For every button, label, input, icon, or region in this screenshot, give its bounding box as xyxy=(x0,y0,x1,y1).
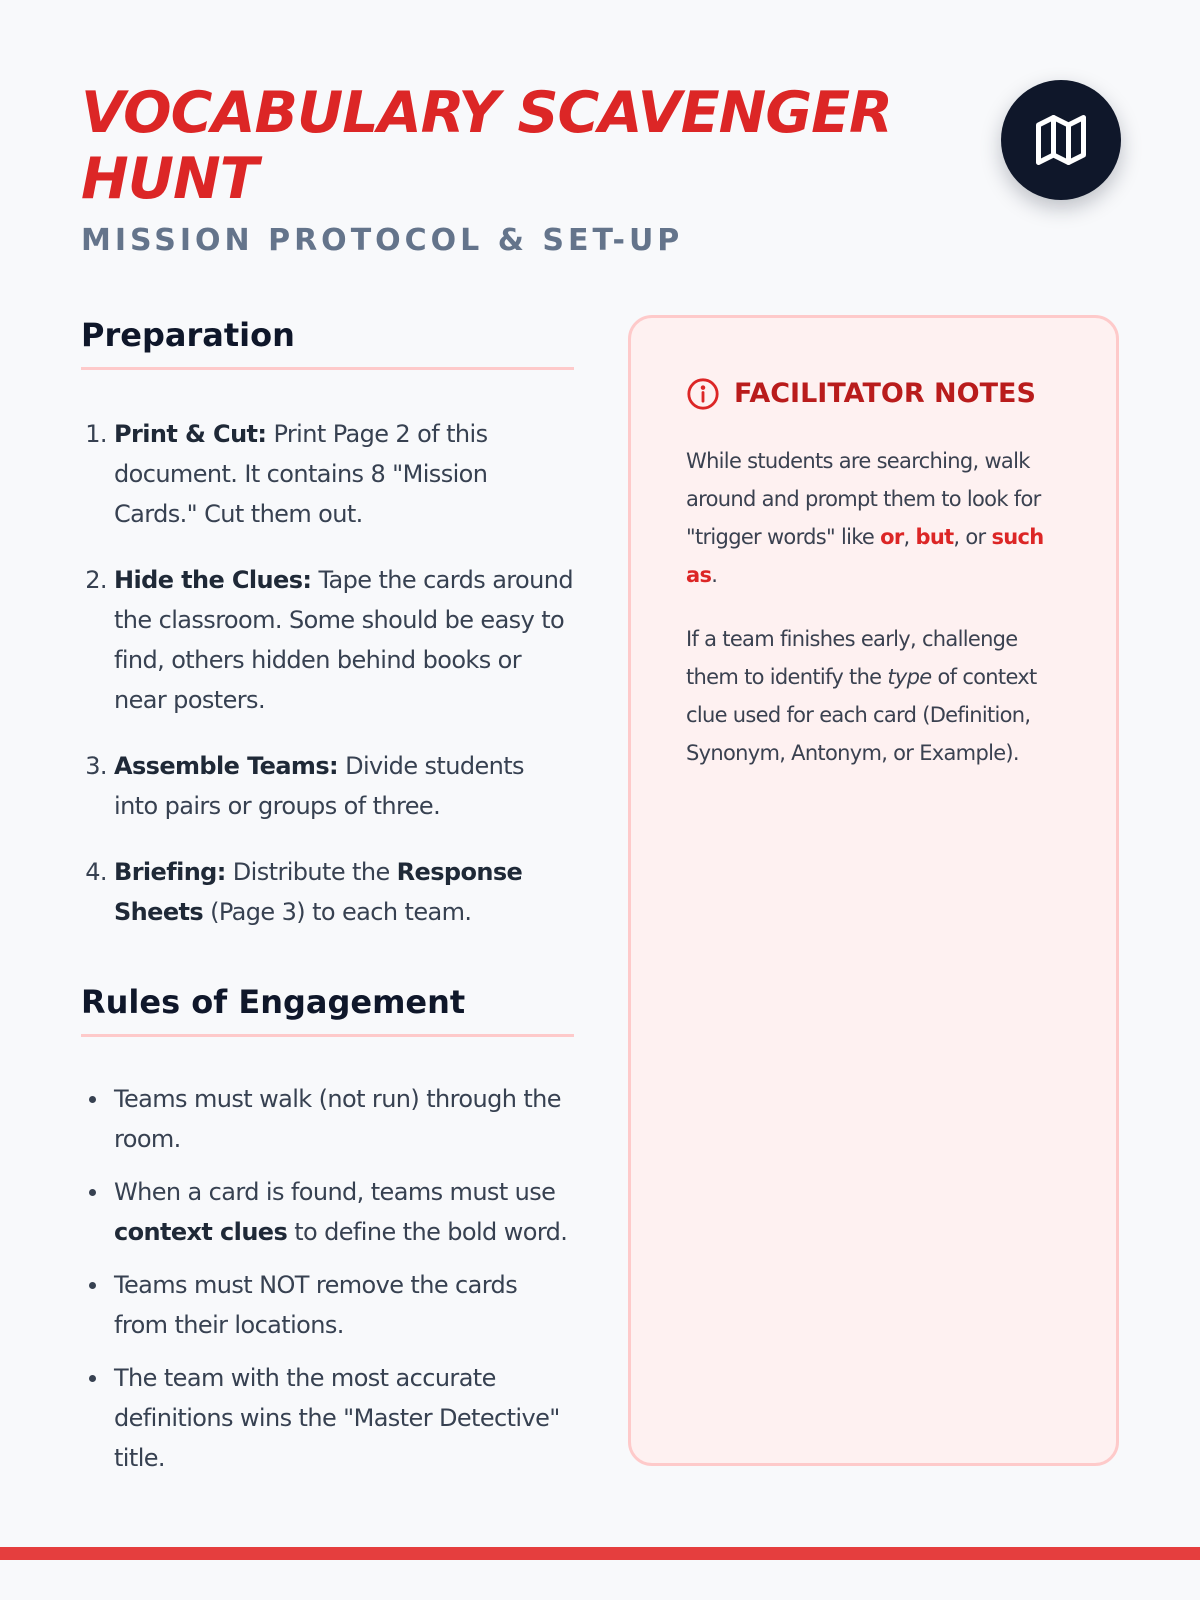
step-text: Print Page 2 of this document. It contains 8 "Mission Cards." Cut them out. xyxy=(114,420,488,528)
notes-text: , or xyxy=(953,525,986,549)
notes-text: of context clue used for each card (Definition, Synonym, Antonym, or Example). xyxy=(686,665,1037,765)
preparation-heading: Preparation xyxy=(81,315,574,370)
rule-text: When a card is found, teams must use xyxy=(114,1178,556,1206)
rule-item xyxy=(114,1265,574,1345)
page-header xyxy=(81,80,981,258)
rule-text: The team with the most accurate definitions wins the "Master Detective" title. xyxy=(114,1364,560,1472)
bullet-icon xyxy=(89,1375,96,1382)
preparation-step xyxy=(114,746,574,826)
footer-bar xyxy=(0,1547,1200,1560)
step-label: Print & Cut: xyxy=(114,420,267,448)
notes-paragraph: While students are searching, walk around and prompt them to look for "trigger words" like or, but, or such as. xyxy=(686,449,1044,587)
step-label: Hide the Clues: xyxy=(114,566,312,594)
trigger-word: such as xyxy=(686,525,1044,587)
page-subtitle: MISSION PROTOCOL & SET-UP xyxy=(81,223,684,258)
rule-item xyxy=(114,1358,574,1478)
rule-text: to define the bold word. xyxy=(294,1218,568,1246)
rule-bold-text: context clues xyxy=(114,1218,288,1246)
instructions-column xyxy=(81,315,574,1478)
step-text: Tape the cards around the classroom. Some should be easy to find, others hidden behind books or near posters. xyxy=(114,566,573,714)
rule-item xyxy=(114,1079,574,1159)
trigger-word: or xyxy=(880,525,904,549)
preparation-step xyxy=(114,560,574,720)
notes-italic-text: type xyxy=(887,665,932,689)
step-text: Divide students into pairs or groups of three. xyxy=(114,752,524,820)
rules-heading: Rules of Engagement xyxy=(81,982,574,1037)
step-text: (Page 3) to each team. xyxy=(210,898,472,926)
preparation-step xyxy=(114,852,574,932)
page-title: VOCABULARY SCAVENGER HUNT xyxy=(81,80,892,212)
bullet-icon xyxy=(89,1282,96,1289)
map-icon xyxy=(1031,110,1091,170)
notes-paragraph xyxy=(686,620,1066,772)
step-bold-text: Response Sheets xyxy=(114,858,523,926)
bullet-icon xyxy=(89,1189,96,1196)
rule-item xyxy=(114,1172,574,1252)
facilitator-notes-card xyxy=(628,315,1119,1466)
step-label: Assemble Teams: xyxy=(114,752,339,780)
rules-list xyxy=(81,1079,574,1478)
preparation-step xyxy=(114,414,574,534)
notes-text: While students are searching, walk around and prompt them to look for "trigger words" like xyxy=(686,449,1041,549)
rule-text: Teams must walk (not run) through the room. xyxy=(114,1085,561,1153)
bullet-icon xyxy=(89,1096,96,1103)
step-label: Briefing: xyxy=(114,858,226,886)
notes-text: If a team finishes early, challenge them to identify the xyxy=(686,627,1018,689)
map-badge xyxy=(1001,80,1121,200)
info-icon xyxy=(686,377,720,411)
trigger-word: but xyxy=(915,525,954,549)
step-text: Distribute the xyxy=(232,858,390,886)
notes-heading xyxy=(686,376,1066,412)
rule-text: Teams must NOT remove the cards from their locations. xyxy=(114,1271,518,1339)
notes-title: FACILITATOR NOTES xyxy=(734,378,1036,409)
preparation-steps xyxy=(81,414,574,932)
